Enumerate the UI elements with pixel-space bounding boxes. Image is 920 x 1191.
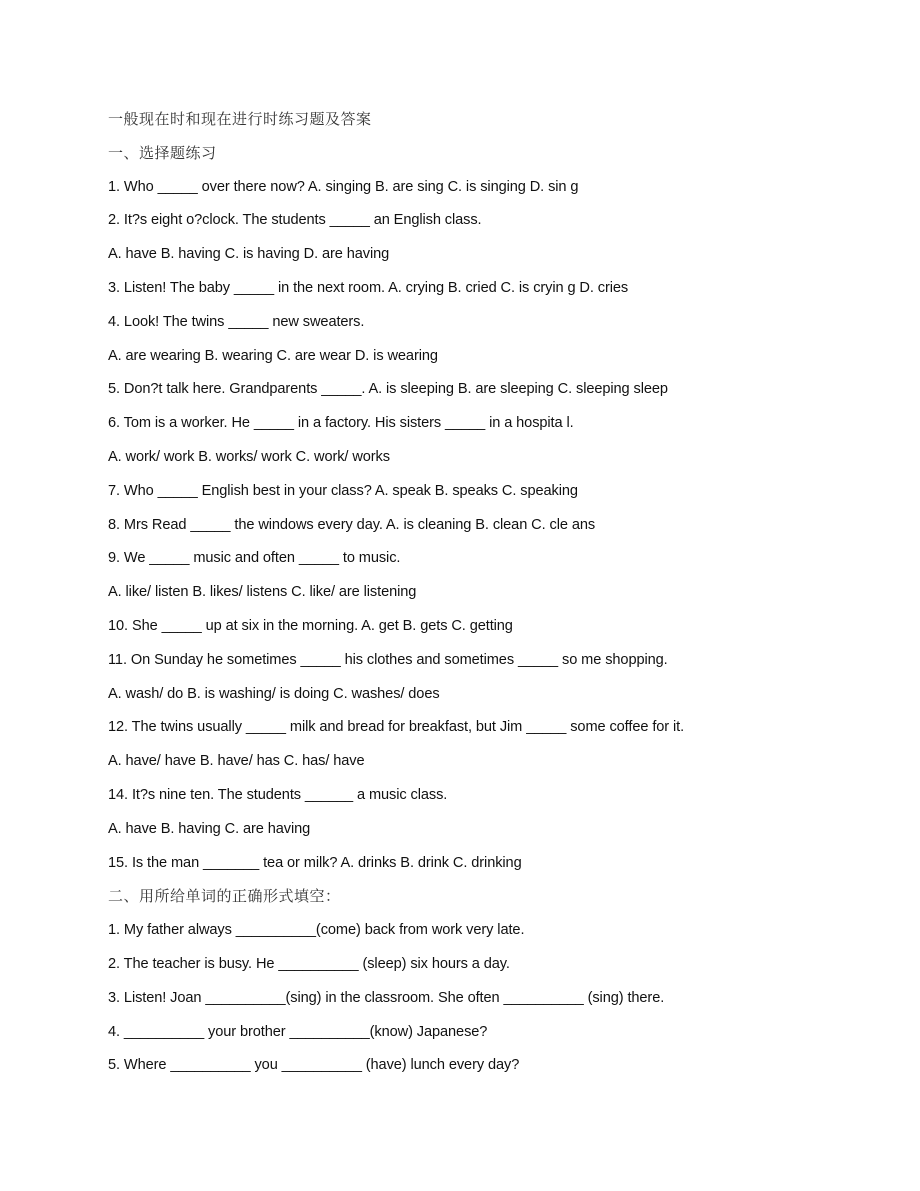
options-line: A. have B. having C. is having D. are having xyxy=(108,246,390,263)
document-body xyxy=(108,103,684,1083)
question-line: 8. Mrs Read _____ the windows every day. A. is cleaning B. clean C. cle ans xyxy=(108,516,596,533)
question-line: 1. Who _____ over there now? A. singing B. are sing C. is singing D. sin g xyxy=(108,178,579,195)
question-line: 12. The twins usually _____ milk and bread for breakfast, but Jim _____ some coffee for it. xyxy=(108,719,685,736)
question-line: 11. On Sunday he sometimes _____ his clothes and sometimes _____ so me shopping. xyxy=(108,651,668,668)
question-line: 9. We _____ music and often _____ to music. xyxy=(108,550,401,567)
fill-blank-line: 2. The teacher is busy. He __________ (sleep) six hours a day. xyxy=(108,955,510,972)
section-heading: 一、选择题练习 xyxy=(108,143,217,162)
fill-blank-line: 4. __________ your brother __________(know) Japanese? xyxy=(108,1023,488,1040)
question-line: 5. Don?t talk here. Grandparents _____. A. is sleeping B. are sleeping C. sleeping sleep xyxy=(108,381,668,398)
options-line: A. have B. having C. are having xyxy=(108,820,311,837)
options-line: A. like/ listen B. likes/ listens C. like/ are listening xyxy=(108,584,417,601)
question-line: 7. Who _____ English best in your class? A. speak B. speaks C. speaking xyxy=(108,482,578,499)
options-line: A. have/ have B. have/ has C. has/ have xyxy=(108,753,365,770)
options-line: A. wash/ do B. is washing/ is doing C. washes/ does xyxy=(108,685,440,702)
question-line: 14. It?s nine ten. The students ______ a music class. xyxy=(108,786,448,803)
section-heading: 二、用所给单词的正确形式填空： xyxy=(108,887,341,906)
question-line: 2. It?s eight o?clock. The students _____ an English class. xyxy=(108,212,482,229)
question-line: 3. Listen! The baby _____ in the next room. A. crying B. cried C. is cryin g D. cries xyxy=(108,279,629,296)
options-line: A. work/ work B. works/ work C. work/ works xyxy=(108,448,390,465)
question-line: 10. She _____ up at six in the morning. A. get B. gets C. getting xyxy=(108,617,513,634)
options-line: A. are wearing B. wearing C. are wear D. is wearing xyxy=(108,347,438,364)
fill-blank-line: 3. Listen! Joan __________(sing) in the classroom. She often __________ (sing) there. xyxy=(108,989,665,1006)
fill-blank-line: 5. Where __________ you __________ (have) lunch every day? xyxy=(108,1057,520,1074)
question-line: 15. Is the man _______ tea or milk? A. drinks B. drink C. drinking xyxy=(108,854,522,871)
question-line: 6. Tom is a worker. He _____ in a factory. His sisters _____ in a hospita l. xyxy=(108,415,574,432)
fill-blank-line: 1. My father always __________(come) back from work very late. xyxy=(108,922,525,939)
document-title: 一般现在时和现在进行时练习题及答案 xyxy=(108,110,372,128)
question-line: 4. Look! The twins _____ new sweaters. xyxy=(108,313,365,330)
